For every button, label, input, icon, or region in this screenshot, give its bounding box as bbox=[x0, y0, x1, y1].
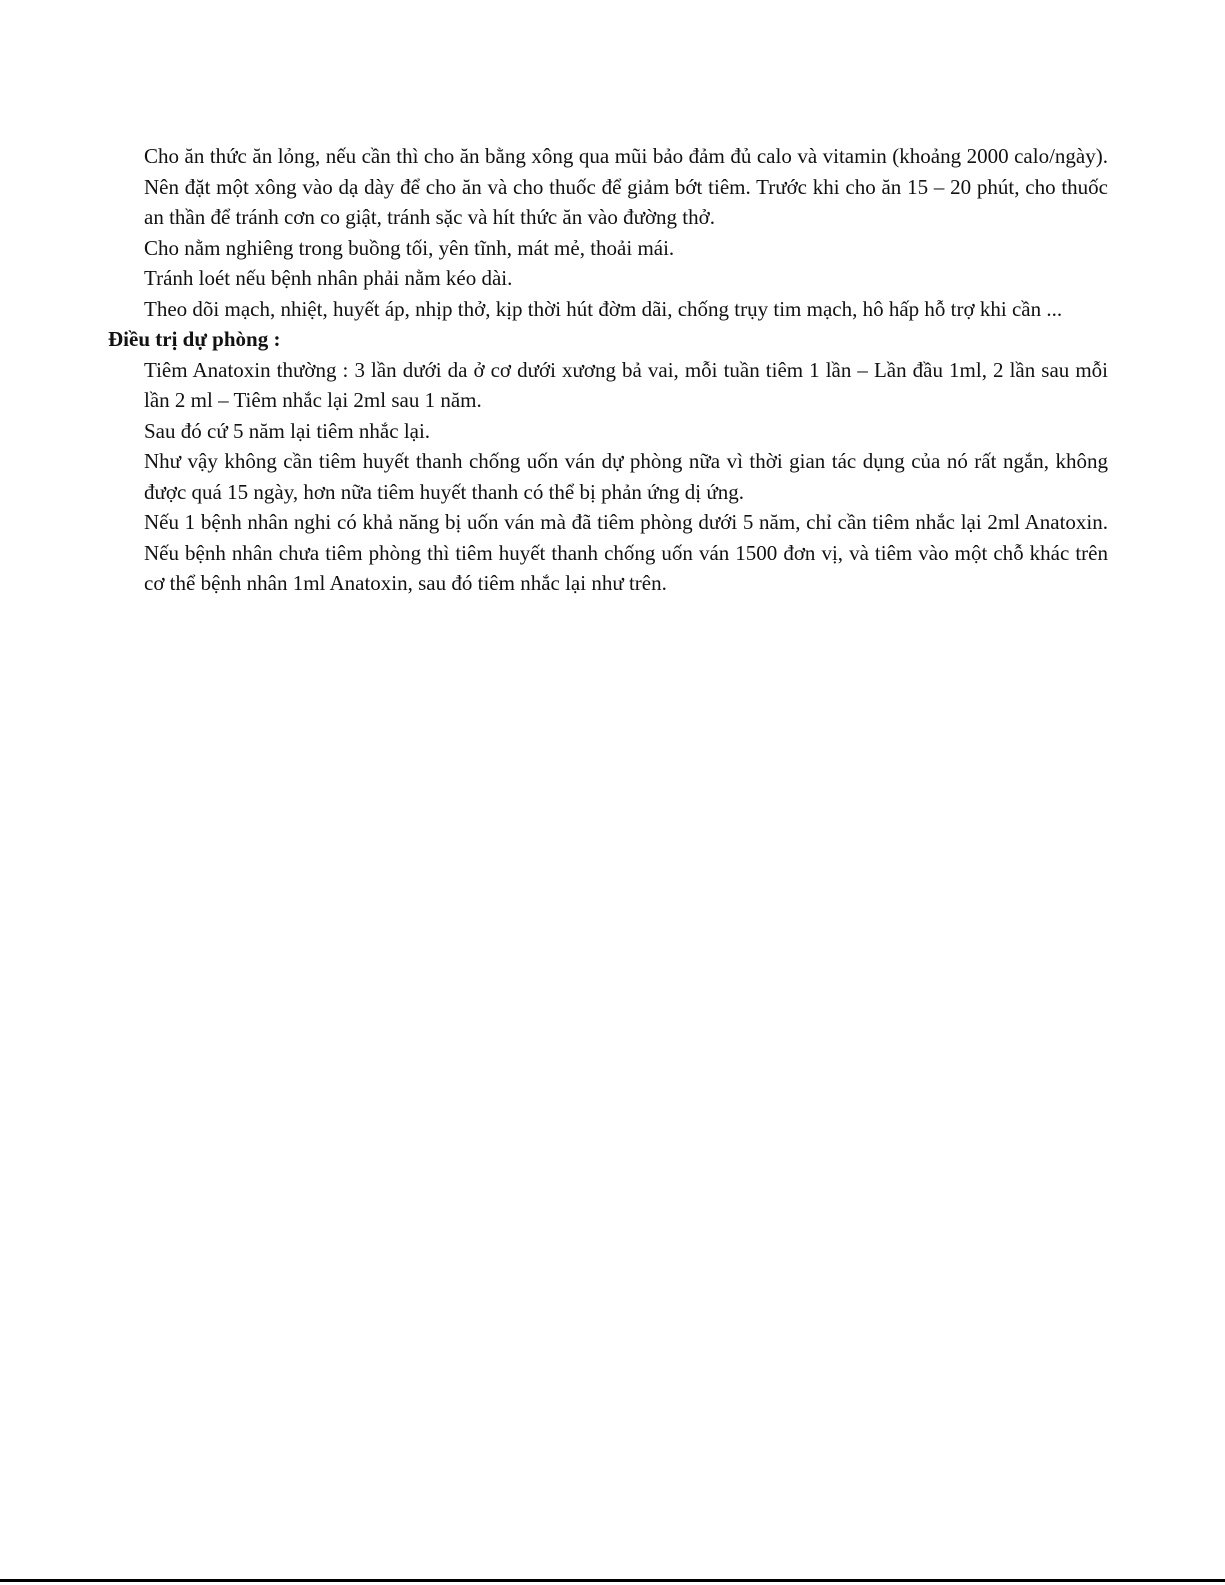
paragraph-serum-note: Như vậy không cần tiêm huyết thanh chống uốn ván dự phòng nữa vì thời gian tác dụng của nó rất ngắn, không được quá 15 ngày, hơn nữa tiêm huyết thanh có thể bị phản ứng dị ứng. bbox=[144, 449, 1108, 504]
page-bottom-rule bbox=[0, 1579, 1225, 1582]
paragraph-anatoxin-schedule: Tiêm Anatoxin thường : 3 lần dưới da ở cơ dưới xương bả vai, mỗi tuần tiêm 1 lần – Lần đầu 1ml, 2 lần sau mỗi lần 2 ml – Tiêm nhắc lại 2ml sau 1 năm. bbox=[144, 357, 1108, 412]
paragraph-positioning: Cho nằm nghiêng trong buồng tối, yên tĩnh, mát mẻ, thoải mái. bbox=[144, 235, 675, 260]
paragraph-suspected-case: Nếu 1 bệnh nhân nghi có khả năng bị uốn ván mà đã tiêm phòng dưới 5 năm, chỉ cần tiêm nhắc lại 2ml Anatoxin. Nếu bệnh nhân chưa tiêm phòng thì tiêm huyết thanh chống uốn ván 1500 đơn vị, và tiêm vào một chỗ khác trên cơ thể bệnh nhân 1ml Anatoxin, sau đó tiêm nhắc lại như trên. bbox=[144, 510, 1108, 595]
paragraph-feeding: Cho ăn thức ăn lỏng, nếu cần thì cho ăn bằng xông qua mũi bảo đảm đủ calo và vitamin (khoảng 2000 calo/ngày). Nên đặt một xông vào dạ dày để cho ăn và cho thuốc để giảm bớt tiêm. Trước khi cho ăn 15 – 20 phút, cho thuốc an thần để tránh cơn co giật, tránh sặc và hít thức ăn vào đường thở. bbox=[144, 144, 1108, 229]
paragraph-ulcer-prevention: Tránh loét nếu bệnh nhân phải nằm kéo dài. bbox=[144, 266, 513, 290]
document-body bbox=[108, 141, 1108, 599]
paragraph-booster: Sau đó cứ 5 năm lại tiêm nhắc lại. bbox=[144, 418, 431, 443]
section-heading-prevention: Điều trị dự phòng : bbox=[108, 327, 281, 351]
paragraph-monitoring: Theo dõi mạch, nhiệt, huyết áp, nhịp thở, kịp thời hút đờm dãi, chống trụy tim mạch, hô hấp hỗ trợ khi cần ... bbox=[144, 296, 1063, 321]
